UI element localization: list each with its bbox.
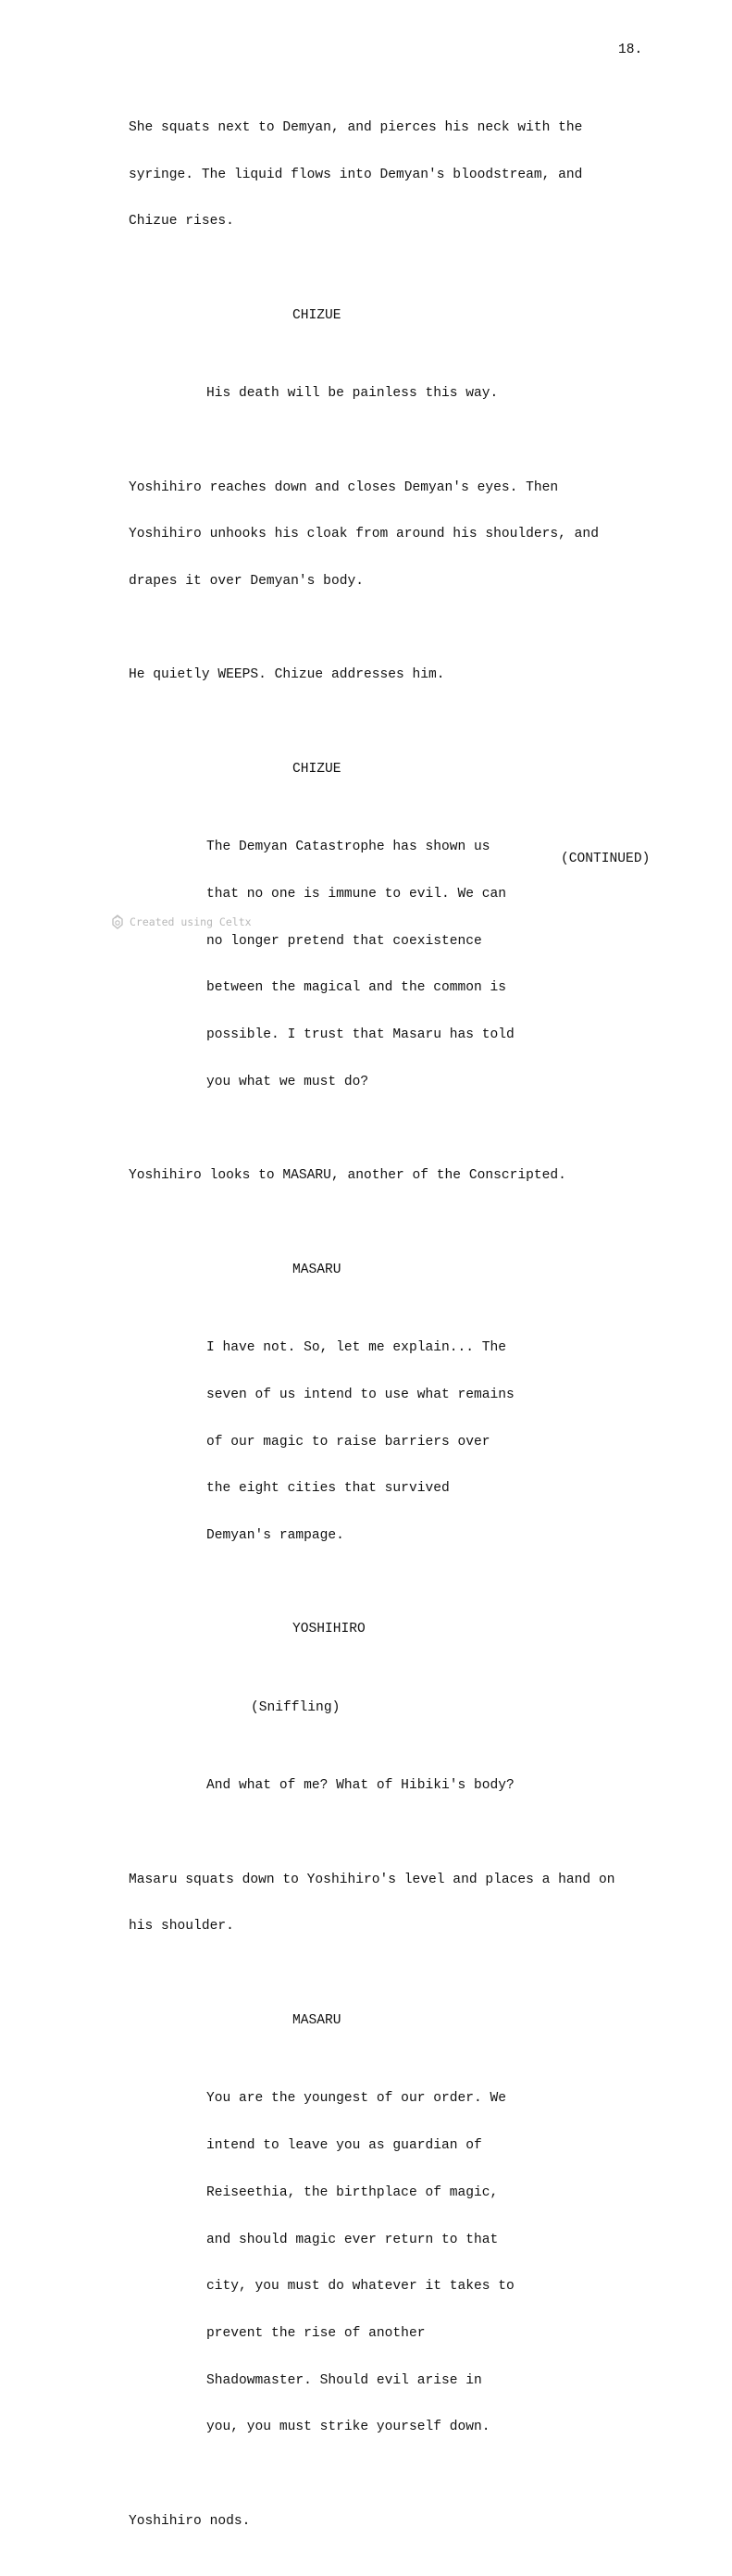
character-cue — [292, 277, 732, 355]
continued-marker: (CONTINUED) — [561, 852, 651, 866]
dialogue-block — [206, 2060, 732, 2467]
character-name: CHIZUE — [292, 307, 341, 323]
dialogue-block — [206, 808, 732, 1121]
action-line: drapes it over Demyan's body. — [129, 573, 364, 589]
dialogue-line: possible. I trust that Masaru has told — [206, 1027, 515, 1043]
dialogue-line: the eight cities that survived — [206, 1481, 450, 1497]
parenthetical — [251, 1669, 732, 1748]
footer — [111, 915, 252, 929]
character-cue — [292, 730, 732, 809]
dialogue-line: You are the youngest of our order. We — [206, 2091, 507, 2107]
dialogue-line: no longer pretend that coexistence — [206, 933, 482, 949]
action-line: Yoshihiro reaches down and closes Demyan's eyes. Then — [129, 479, 559, 495]
dialogue-line: prevent the rise of another — [206, 2325, 426, 2341]
action-block — [129, 2483, 732, 2561]
action-line: He quietly WEEPS. Chizue addresses him. — [129, 667, 445, 683]
dialogue-line: seven of us intend to use what remains — [206, 1387, 515, 1402]
action-line: Yoshihiro nods. — [129, 2513, 251, 2529]
dialogue-line: that no one is immune to evil. We can — [206, 886, 507, 902]
action-line: Masaru squats down to Yoshihiro's level and places a hand on — [129, 1872, 615, 1887]
action-line: syringe. The liquid flows into Demyan's bloodstream, and — [129, 167, 583, 182]
dialogue-line: Shadowmaster. Should evil arise in — [206, 2372, 482, 2388]
dialogue-line: city, you must do whatever it takes to — [206, 2279, 515, 2295]
character-cue — [292, 1591, 732, 1670]
parenthetical-line: (Sniffling) — [251, 1699, 341, 1715]
action-line: his shoulder. — [129, 1919, 234, 1935]
dialogue-line: Demyan's rampage. — [206, 1527, 344, 1543]
dialogue-line: intend to leave you as guardian of — [206, 2138, 482, 2154]
dialogue-line: Reiseethia, the birthplace of magic, — [206, 2184, 499, 2200]
dialogue-block — [206, 355, 732, 433]
action-line: Chizue rises. — [129, 214, 234, 230]
dialogue-line: I have not. So, let me explain... The — [206, 1340, 507, 1356]
dialogue-line: The Demyan Catastrophe has shown us — [206, 840, 490, 855]
action-line: She squats next to Demyan, and pierces his neck with the — [129, 119, 583, 135]
dialogue-line: His death will be painless this way. — [206, 386, 499, 402]
celtx-logo-icon — [111, 915, 124, 929]
dialogue-line: of our magic to raise barriers over — [206, 1434, 490, 1450]
dialogue-block — [206, 1748, 732, 1826]
dialogue-line: And what of me? What of Hibiki's body? — [206, 1778, 515, 1794]
action-block — [129, 89, 732, 261]
dialogue-line: you what we must do? — [206, 1074, 369, 1089]
action-line: Yoshihiro unhooks his cloak from around his shoulders, and — [129, 527, 599, 542]
dialogue-line: between the magical and the common is — [206, 980, 507, 996]
dialogue-block — [206, 1309, 732, 1574]
screenplay-body — [0, 89, 732, 2576]
character-cue — [292, 1231, 732, 1310]
footer-text: Created using Celtx — [130, 915, 252, 928]
character-name: YOSHIHIRO — [292, 1622, 366, 1637]
dialogue-line: and should magic ever return to that — [206, 2232, 499, 2247]
page-number: 18. — [618, 43, 643, 57]
action-line: Yoshihiro looks to MASARU, another of the Conscripted. — [129, 1168, 566, 1184]
action-block — [129, 449, 732, 621]
action-block — [129, 1137, 732, 1215]
action-block — [129, 637, 732, 716]
character-name: MASARU — [292, 1262, 341, 1277]
dialogue-line: you, you must strike yourself down. — [206, 2420, 490, 2435]
character-cue — [292, 1982, 732, 2060]
character-name: CHIZUE — [292, 761, 341, 777]
action-block — [129, 1841, 732, 1966]
character-name: MASARU — [292, 2012, 341, 2028]
